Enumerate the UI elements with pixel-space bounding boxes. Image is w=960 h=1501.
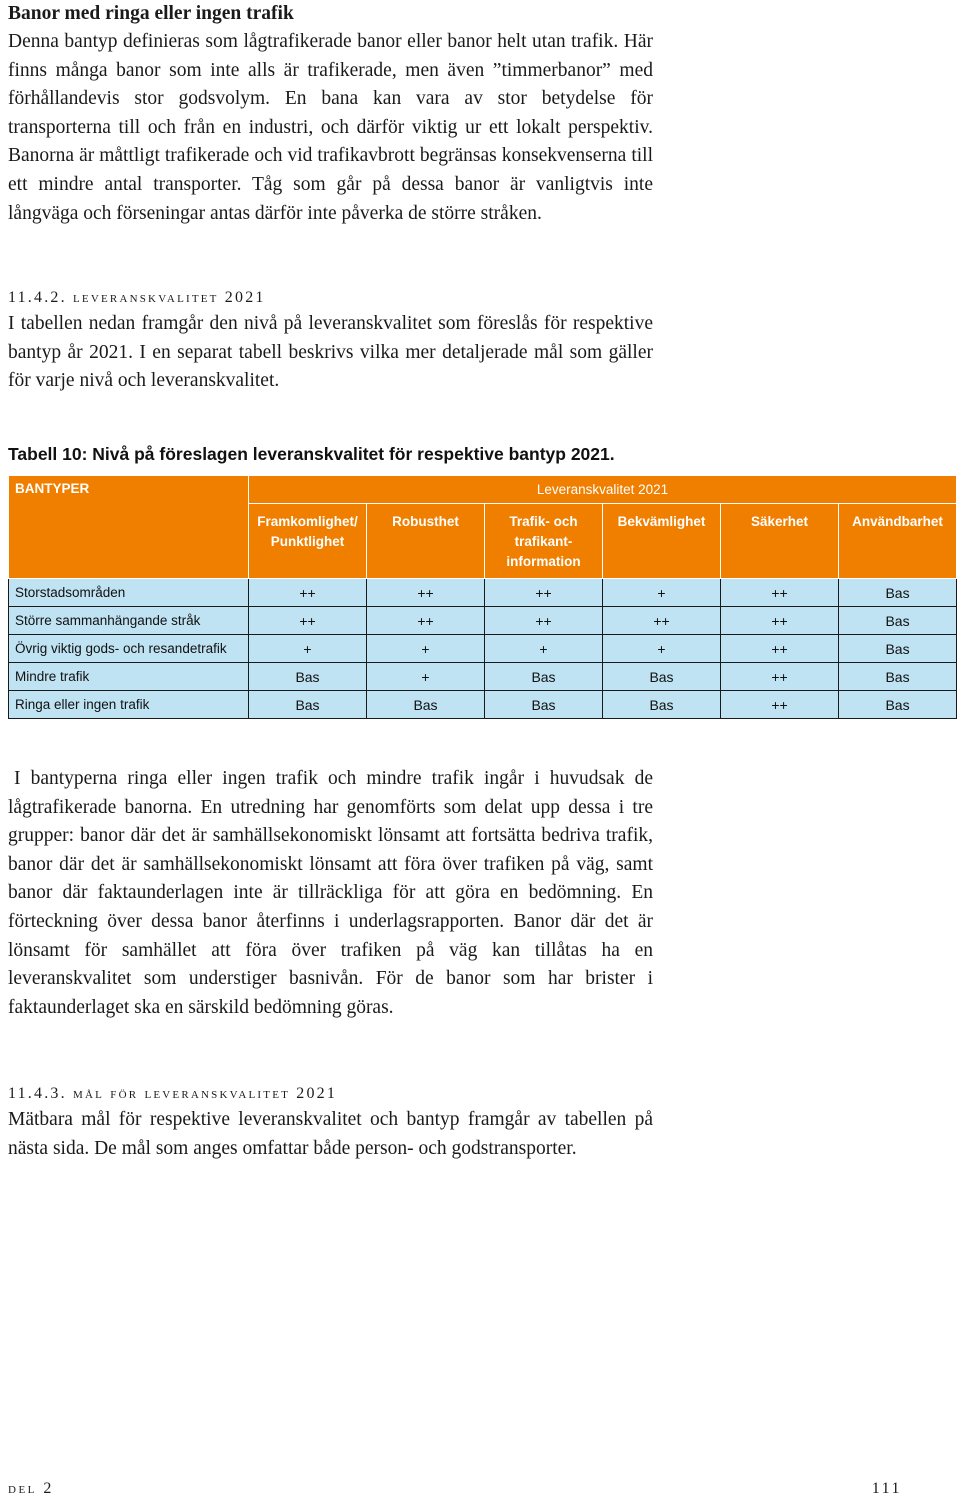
table-cell: Bas: [603, 691, 721, 719]
table-cell: Bas: [839, 691, 957, 719]
table-cell: ++: [721, 635, 839, 663]
table-cell: ++: [721, 691, 839, 719]
section-banor-ringa: [8, 0, 653, 228]
table-cell: ++: [249, 607, 367, 635]
table-cell: +: [485, 635, 603, 663]
table-cell: +: [367, 663, 485, 691]
section-leveranskvalitet: [8, 286, 653, 396]
table-row: [9, 579, 957, 607]
table-cell: Bas: [839, 579, 957, 607]
table-cell: Bas: [485, 663, 603, 691]
table-cell: Bas: [839, 607, 957, 635]
table-row: [9, 635, 957, 663]
table-cell: ++: [485, 579, 603, 607]
table-cell: ++: [367, 579, 485, 607]
row-bantyp-name: Övrig viktig gods- och resandetrafik: [9, 635, 249, 663]
table-column-header: Framkomlighet/ Punktlighet: [249, 504, 367, 579]
table-cell: +: [603, 635, 721, 663]
table-column-header: Användbarhet: [839, 504, 957, 579]
section-heading: 11.4.3. mål för leveranskvalitet 2021: [8, 1085, 338, 1102]
body-paragraph: Denna bantyp definieras som lågtrafikerade banor eller banor helt utan trafik. Här finns många banor som inte alls är trafikerade, men även ”timmerbanor” med förhållandevis stor godsvolym. En bana kan vara av stor betydelse för transporterna till och från en industri, och därför viktig ur ett lokalt perspektiv. Banorna är måttligt trafikerade och vid trafikavbrott begränsas konsekvenserna till ett mindre antal transporter. Tåg som går på dessa banor är vanligtvis inte långväga och förseningar antas därför inte påverka de större stråken.: [8, 31, 653, 224]
leveranskvalitet-table: [8, 475, 957, 719]
table-cell: +: [603, 579, 721, 607]
table-column-header: Trafik- och trafikantinformation: [485, 504, 603, 579]
table-cell: Bas: [839, 663, 957, 691]
table-column-header: Bekvämlighet: [603, 504, 721, 579]
table-cell: ++: [721, 579, 839, 607]
table-cell: ++: [367, 607, 485, 635]
table-row: [9, 663, 957, 691]
row-bantyp-name: Större sammanhängande stråk: [9, 607, 249, 635]
table-row: [9, 607, 957, 635]
section-lagtrafikerade: [8, 765, 653, 1022]
row-bantyp-name: Storstadsområden: [9, 579, 249, 607]
row-bantyp-name: Ringa eller ingen trafik: [9, 691, 249, 719]
table-row: [9, 691, 957, 719]
table-cell: Bas: [603, 663, 721, 691]
table-column-header: Säkerhet: [721, 504, 839, 579]
body-paragraph: I tabellen nedan framgår den nivå på leveranskvalitet som föreslås för respektive bantyp år 2021. I en separat tabell beskrivs vilka mer detaljerade mål som gäller för varje nivå och leveranskvalitet.: [8, 313, 653, 392]
section-mal-leveranskvalitet: [8, 1082, 653, 1163]
table-cell: ++: [721, 607, 839, 635]
table-corner-header: BANTYPER: [9, 476, 249, 579]
table-column-header: Robusthet: [367, 504, 485, 579]
table-cell: ++: [603, 607, 721, 635]
table-cell: ++: [721, 663, 839, 691]
body-paragraph: Mätbara mål för respektive leveranskvalitet och bantyp framgår av tabellen på nästa sida. De mål som anges omfattar både person- och godstransporter.: [8, 1109, 653, 1159]
table-group-header: Leveranskvalitet 2021: [249, 476, 957, 504]
table-cell: Bas: [249, 663, 367, 691]
table-cell: Bas: [839, 635, 957, 663]
section-heading: 11.4.2. leveranskvalitet 2021: [8, 289, 266, 306]
section-heading: Banor med ringa eller ingen trafik: [8, 3, 294, 24]
table-cell: ++: [485, 607, 603, 635]
page-number: 111: [871, 1480, 902, 1497]
footer-part-label: del 2: [8, 1480, 54, 1497]
body-paragraph: I bantyperna ringa eller ingen trafik och mindre trafik ingår i huvudsak de lågtrafikerade banorna. En utredning har genomförts som delat upp dessa i tre grupper: banor där det är samhällsekonomiskt lönsamt att fortsätta bedriva trafik, banor där det är samhällsekonomiskt lönsamt att föra över trafiken på väg, samt banor där faktaunderlagen inte är tillräckliga för att göra en bedömning. En förteckning över dessa banor återfinns i underlagsrapporten. Banor där det är lönsamt för samhället att föra över trafiken på väg kan tillåtas ha en leveranskvalitet som understiger basnivån. För de banor som har brister i faktaunderlaget ska en särskild bedömning göras.: [8, 768, 653, 1018]
table-cell: Bas: [367, 691, 485, 719]
row-bantyp-name: Mindre trafik: [9, 663, 249, 691]
table-cell: ++: [249, 579, 367, 607]
table-cell: +: [249, 635, 367, 663]
table-caption: Tabell 10: Nivå på föreslagen leveranskvalitet för respektive bantyp 2021.: [8, 444, 615, 464]
table-cell: +: [367, 635, 485, 663]
table-cell: Bas: [485, 691, 603, 719]
table-cell: Bas: [249, 691, 367, 719]
